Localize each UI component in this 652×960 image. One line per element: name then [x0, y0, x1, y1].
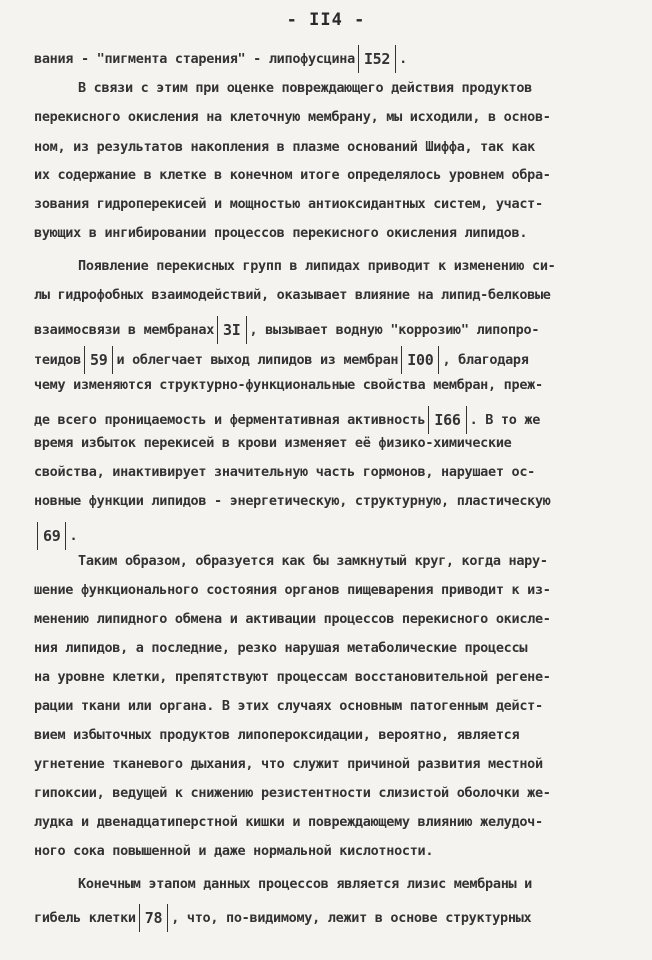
citation-reference: 78: [139, 904, 168, 932]
text-segment: . В то же: [469, 412, 541, 428]
text-segment: гибель клетки: [34, 910, 136, 926]
text-segment: перекисного окисления на клеточную мембрану, мы исходили, в основ-: [34, 109, 551, 125]
text-segment: лы гидрофобных взаимодействий, оказывает влияние на липид-белковые: [34, 287, 551, 303]
citation-reference: 59: [84, 346, 113, 374]
text-segment: , вызывает водную "коррозию" липопро-: [249, 322, 540, 338]
text-line-content: [34, 196, 614, 212]
text-line-content: [34, 109, 614, 125]
text-segment: на уровне клетки, препятствуют процессам восстановительной регене-: [34, 669, 551, 685]
text-line: [34, 904, 652, 934]
text-line: [34, 756, 652, 786]
text-line-content: [78, 876, 614, 892]
text-line: [34, 785, 652, 815]
text-line-content: [34, 316, 614, 344]
text-line: [34, 611, 652, 641]
text-line: [34, 167, 652, 197]
text-line-content: [34, 464, 614, 480]
text-segment: шение функционального состояния органов пищеварения приводит к из-: [34, 582, 551, 598]
text-line: [34, 287, 652, 317]
text-segment: гипоксии, ведущей к снижению резистентности слизистой оболочки же-: [34, 785, 551, 801]
text-line: [34, 464, 652, 494]
text-segment: их содержание в клетке в конечном итоге определялось уровнем обра-: [34, 167, 551, 183]
text-line-content: [34, 727, 614, 743]
text-line-content: [34, 522, 77, 550]
text-line: [78, 258, 652, 288]
text-line: [78, 876, 652, 906]
citation-reference: 69: [37, 522, 66, 550]
text-segment: вием избыточных продуктов липопероксидации, вероятно, является: [34, 727, 520, 743]
text-line-content: [78, 553, 614, 569]
text-line: [34, 493, 652, 523]
text-line-content: [34, 843, 614, 859]
text-line: [34, 406, 652, 436]
text-segment: новные функции липидов - энергетическую, структурную, пластическую: [34, 493, 551, 509]
text-line-content: [34, 904, 614, 932]
text-line: [34, 814, 652, 844]
text-line-content: [34, 785, 614, 801]
text-line: [34, 435, 652, 465]
text-segment: ния липидов, а последние, резко нарушая метаболические процессы: [34, 640, 528, 656]
text-line-content: [34, 167, 614, 183]
text-segment: де всего проницаемость и ферментативная активность: [34, 412, 426, 428]
text-segment: .: [69, 528, 78, 544]
text-segment: менению липидного обмена и активации процессов перекисного окисле-: [34, 611, 551, 627]
text-line: [34, 196, 652, 226]
text-line: [34, 45, 652, 75]
text-segment: .: [399, 51, 407, 67]
text-line: [34, 640, 652, 670]
text-segment: В связи с этим при оценке повреждающего действия продуктов: [78, 80, 533, 96]
text-line-content: [34, 225, 614, 241]
text-line-content: [34, 640, 614, 656]
text-segment: , что, по-видимому, лежит в основе структурных: [171, 910, 532, 926]
text-segment: угнетение тканевого дыхания, что служит причиной развития местной: [34, 756, 543, 772]
text-line-content: [34, 287, 614, 303]
text-line: [34, 698, 652, 728]
text-line-content: [34, 435, 614, 451]
text-line: [34, 582, 652, 612]
text-line: [34, 225, 652, 255]
text-line-content: [34, 139, 614, 155]
text-line: [34, 522, 652, 552]
text-segment: взаимосвязи в мембранах: [34, 322, 215, 338]
text-line-content: [34, 45, 407, 73]
text-segment: зования гидроперекисей и мощностью антиоксидантных систем, участ-: [34, 196, 543, 212]
text-segment: ном, из результатов накопления в плазме оснований Шиффа, так как: [34, 139, 535, 155]
text-segment: вания - "пигмента старения" - липофусцина: [34, 51, 355, 67]
text-line-content: [34, 346, 614, 374]
text-line-content: [34, 814, 614, 830]
text-segment: рации ткани или органа. В этих случаях основным патогенным дейст-: [34, 698, 543, 714]
text-line: [34, 727, 652, 757]
text-segment: чему изменяются структурно-функциональные свойства мембран, преж-: [34, 377, 543, 393]
text-segment: Появление перекисных групп в липидах приводит к изменению си-: [78, 258, 556, 274]
text-line-content: [78, 80, 608, 96]
text-line-content: [78, 258, 614, 274]
text-line: [34, 109, 652, 139]
text-segment: и облегчает выход липидов из мембран: [116, 352, 399, 368]
text-line: [78, 553, 652, 583]
citation-reference: 3I: [217, 316, 246, 344]
text-segment: вующих в ингибировании процессов перекисного окисления липидов.: [34, 225, 528, 241]
text-segment: свойства, инактивирует значительную часть гормонов, нарушает ос-: [34, 464, 535, 480]
text-segment: ного сока повышенной и даже нормальной кислотности.: [34, 843, 434, 859]
text-segment: Таким образом, образуется как бы замкнутый круг, когда нару-: [78, 553, 548, 569]
text-line-content: [34, 611, 614, 627]
citation-reference: I00: [401, 346, 439, 374]
page-number: - II4 -: [286, 10, 366, 30]
text-line: [34, 377, 652, 407]
text-line: [34, 346, 652, 376]
text-line: [34, 316, 652, 346]
text-line-content: [34, 377, 614, 393]
text-line: [78, 80, 652, 110]
text-segment: , благодаря: [442, 352, 529, 368]
text-segment: Конечным этапом данных процессов является лизис мембраны и: [78, 876, 533, 892]
text-line-content: [34, 493, 614, 509]
text-line: [34, 843, 652, 873]
text-line-content: [34, 669, 614, 685]
citation-reference: I52: [358, 45, 396, 73]
text-segment: время избыток перекисей в крови изменяет её физико-химические: [34, 435, 512, 451]
text-line: [34, 139, 652, 169]
text-segment: теидов: [34, 352, 81, 368]
text-line-content: [34, 582, 614, 598]
text-line-content: [34, 698, 614, 714]
text-segment: лудка и двенадцатиперстной кишки и повреждающему влиянию желудоч-: [34, 814, 543, 830]
text-line-content: [34, 756, 614, 772]
text-line-content: [34, 406, 614, 434]
citation-reference: I66: [428, 406, 466, 434]
text-line: [34, 669, 652, 699]
